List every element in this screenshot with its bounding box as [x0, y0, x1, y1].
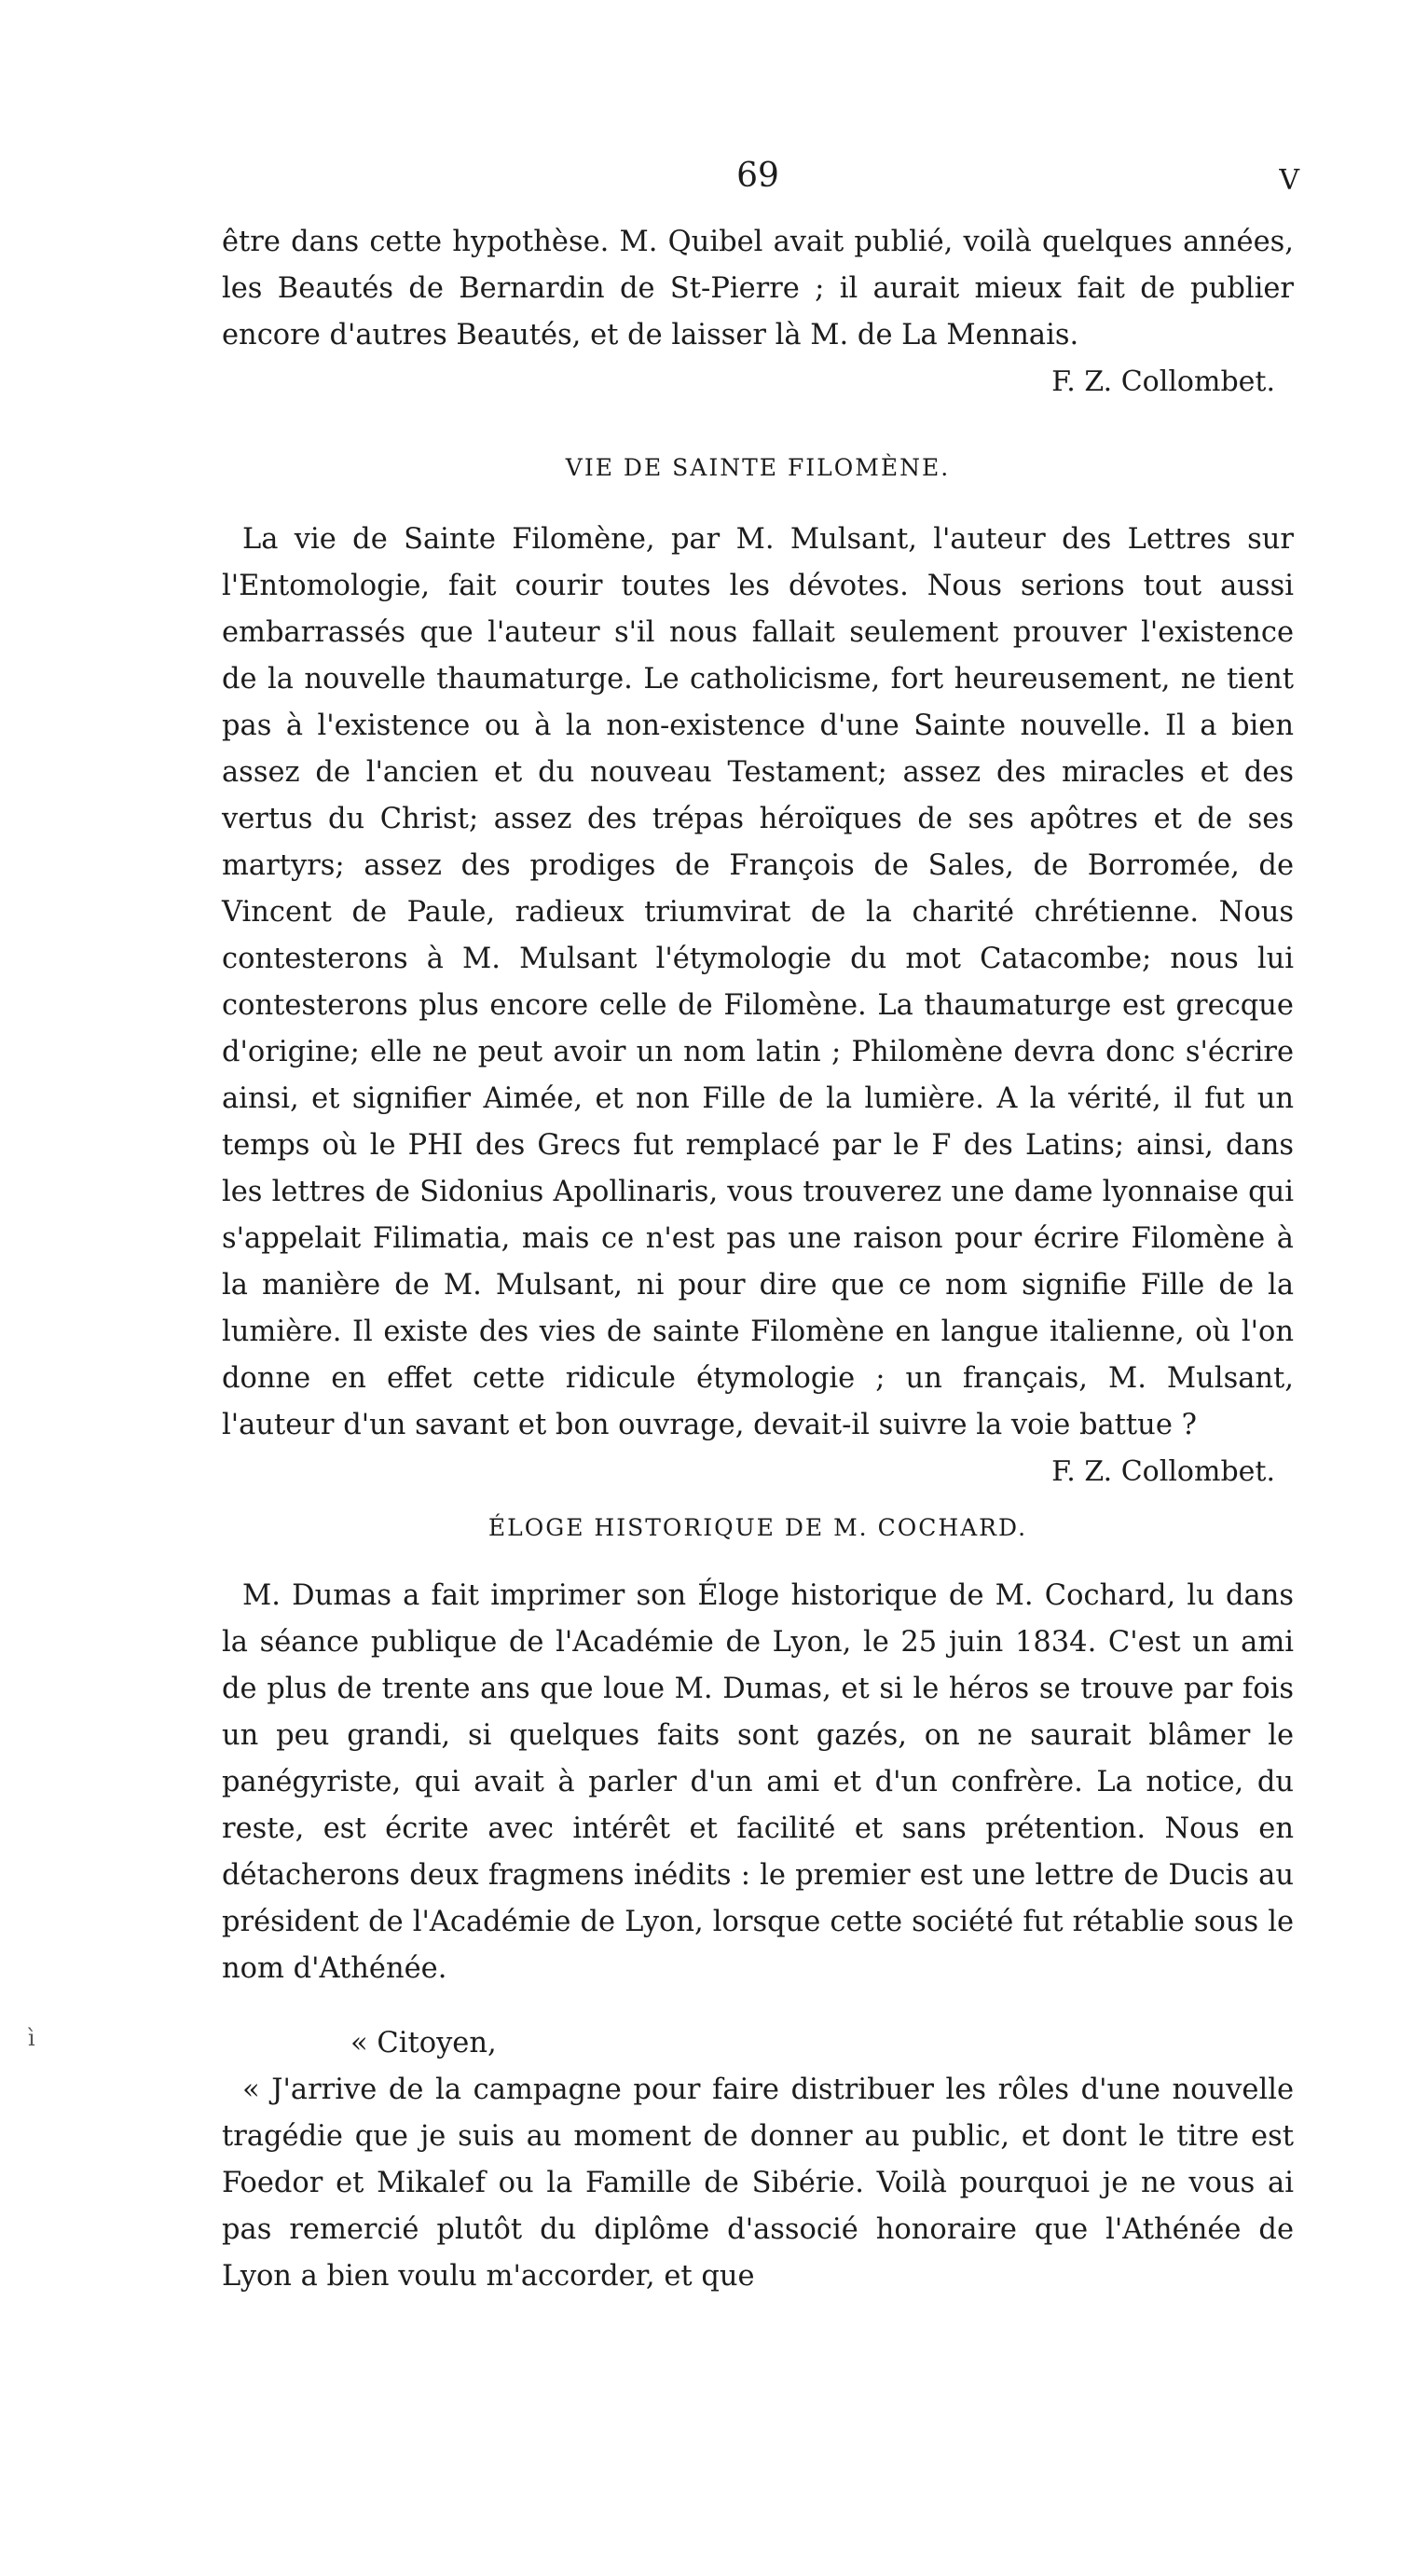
section-title-cochard: ÉLOGE HISTORIQUE DE M. COCHARD.: [487, 1514, 1028, 1541]
margin-mark: ì: [28, 2025, 35, 2051]
document-page: [222, 157, 1299, 2300]
corner-mark: V: [1279, 164, 1299, 197]
filomene-signature: F. Z. Collombet.: [1051, 1455, 1275, 1488]
page-number: 69 V: [736, 157, 1299, 197]
letter-salutation: « Citoyen,: [350, 2027, 497, 2059]
intro-paragraph: être dans cette hypothèse. M. Quibel avait publié, voilà quelques années, les Beautés de Bernardin de St-Pierre ; il aurait mieux fait de publier encore d'autres Beautés, et de laisser là M. de La Mennais.: [222, 226, 1294, 351]
filomene-paragraph: La vie de Sainte Filomène, par M. Mulsant, l'auteur des Lettres sur l'Entomologie, fait courir toutes les dévotes. Nous serions tout aussi embarrassés que l'auteur s'il nous fallait seulement prouver l'existence de la nouvelle thaumaturge. Le catholicisme, fort heureusement, ne tient pas à l'existence ou à la non-existence d'une Sainte nouvelle. Il a bien assez de l'ancien et du nouveau Testament; assez des miracles et des vertus du Christ; assez des trépas héroïques de ses apôtres et de ses martyrs; assez des prodiges de François de Sales, de Borromée, de Vincent de Paule, radieux triumvirat de la charité chrétienne. Nous contesterons à M. Mulsant l'étymologie du mot Catacombe; nous lui contesterons plus encore celle de Filomène. La thaumaturge est grecque d'origine; elle ne peut avoir un nom latin ; Philomène devra donc s'écrire ainsi, et signifier Aimée, et non Fille de la lumière. A la vérité, il fut un temps où le PHI des Grecs fut remplacé par le F des Latins; ainsi, dans les lettres de Sidonius Apollinaris, vous trouverez une dame lyonnaise qui s'appelait Filimatia, mais ce n'est pas une raison pour écrire Filomène à la manière de M. Mulsant, ni pour dire que ce nom signifie Fille de la lumière. Il existe des vies de sainte Filomène en langue italienne, où l'on donne en effet cette ridicule étymologie ; un français, M. Mulsant, l'auteur d'un savant et bon ouvrage, devait-il suivre la voie battue ?: [222, 523, 1294, 1441]
section-title-filomene: VIE DE SAINTE FILOMÈNE.: [565, 454, 951, 481]
intro-signature: F. Z. Collombet.: [1051, 365, 1275, 398]
letter-paragraph: « J'arrive de la campagne pour faire distribuer les rôles d'une nouvelle tragédie que je suis au moment de donner au public, et dont le titre est Foedor et Mikalef ou la Famille de Sibérie. Voilà pourquoi je ne vous ai pas remercié plutôt du diplôme d'associé honoraire que l'Athénée de Lyon a bien voulu m'accorder, et que: [222, 2073, 1294, 2293]
cochard-paragraph: M. Dumas a fait imprimer son Éloge historique de M. Cochard, lu dans la séance publique de l'Académie de Lyon, le 25 juin 1834. C'est un ami de plus de trente ans que loue M. Dumas, et si le héros se trouve par fois un peu grandi, si quelques faits sont gazés, on ne saurait blâmer le panégyriste, qui avait à parler d'un ami et d'un confrère. La notice, du reste, est écrite avec intérêt et facilité et sans prétention. Nous en détacherons deux fragmens inédits : le premier est une lettre de Ducis au président de l'Académie de Lyon, lorsque cette société fut rétablie sous le nom d'Athénée.: [222, 1579, 1294, 1985]
